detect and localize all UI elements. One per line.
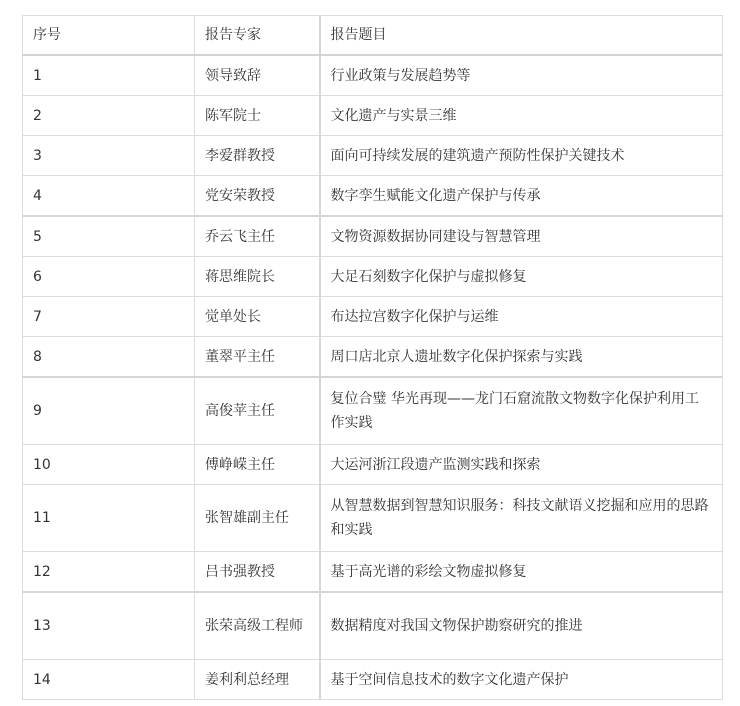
table-row [23,377,723,445]
row-no: 5 [23,216,195,257]
row-title: 文化遗产与实景三维 [320,96,723,136]
row-expert: 高俊苹主任 [195,377,320,445]
row-title: 大足石刻数字化保护与虚拟修复 [320,257,723,297]
row-no: 2 [23,96,195,136]
row-expert: 董翠平主任 [195,337,320,378]
row-no: 4 [23,176,195,217]
row-title: 数字孪生赋能文化遗产保护与传承 [320,176,723,217]
row-expert: 吕书强教授 [195,552,320,593]
table-row [23,216,723,257]
row-no: 14 [23,660,195,700]
row-no: 7 [23,297,195,337]
header-no: 序号 [23,16,195,56]
row-no: 9 [23,377,195,445]
table-row [23,136,723,176]
table-row [23,485,723,552]
row-no: 6 [23,257,195,297]
row-no: 3 [23,136,195,176]
row-no: 11 [23,485,195,552]
row-expert: 蒋思维院长 [195,257,320,297]
row-no: 12 [23,552,195,593]
row-expert: 傅峥嵘主任 [195,445,320,485]
agenda-table [22,15,723,700]
row-expert: 姜利利总经理 [195,660,320,700]
row-title: 基于空间信息技术的数字文化遗产保护 [320,660,723,700]
row-title: 数据精度对我国文物保护勘察研究的推进 [320,592,723,660]
row-title: 面向可持续发展的建筑遗产预防性保护关键技术 [320,136,723,176]
table-row [23,257,723,297]
row-no: 8 [23,337,195,378]
table-row [23,592,723,660]
table-row [23,176,723,217]
table-row [23,55,723,96]
row-expert: 张智雄副主任 [195,485,320,552]
row-title: 布达拉宫数字化保护与运维 [320,297,723,337]
row-expert: 觉单处长 [195,297,320,337]
row-title: 文物资源数据协同建设与智慧管理 [320,216,723,257]
row-title: 基于高光谱的彩绘文物虚拟修复 [320,552,723,593]
row-title: 从智慧数据到智慧知识服务：科技文献语义挖掘和应用的思路和实践 [320,485,723,552]
row-title: 周口店北京人遗址数字化保护探索与实践 [320,337,723,378]
table-row [23,337,723,378]
agenda-table-container [22,15,722,700]
row-no: 1 [23,55,195,96]
header-title: 报告题目 [320,16,723,56]
row-expert: 张荣高级工程师 [195,592,320,660]
row-no: 10 [23,445,195,485]
table-row [23,552,723,593]
row-expert: 陈军院士 [195,96,320,136]
table-row [23,660,723,700]
row-expert: 党安荣教授 [195,176,320,217]
row-title: 大运河浙江段遗产监测实践和探索 [320,445,723,485]
row-title: 行业政策与发展趋势等 [320,55,723,96]
table-row [23,297,723,337]
row-expert: 领导致辞 [195,55,320,96]
table-row [23,445,723,485]
header-expert: 报告专家 [195,16,320,56]
row-expert: 李爱群教授 [195,136,320,176]
row-expert: 乔云飞主任 [195,216,320,257]
table-header-row [23,16,723,56]
row-no: 13 [23,592,195,660]
table-row [23,96,723,136]
row-title: 复位合璧 华光再现——龙门石窟流散文物数字化保护利用工作实践 [320,377,723,445]
